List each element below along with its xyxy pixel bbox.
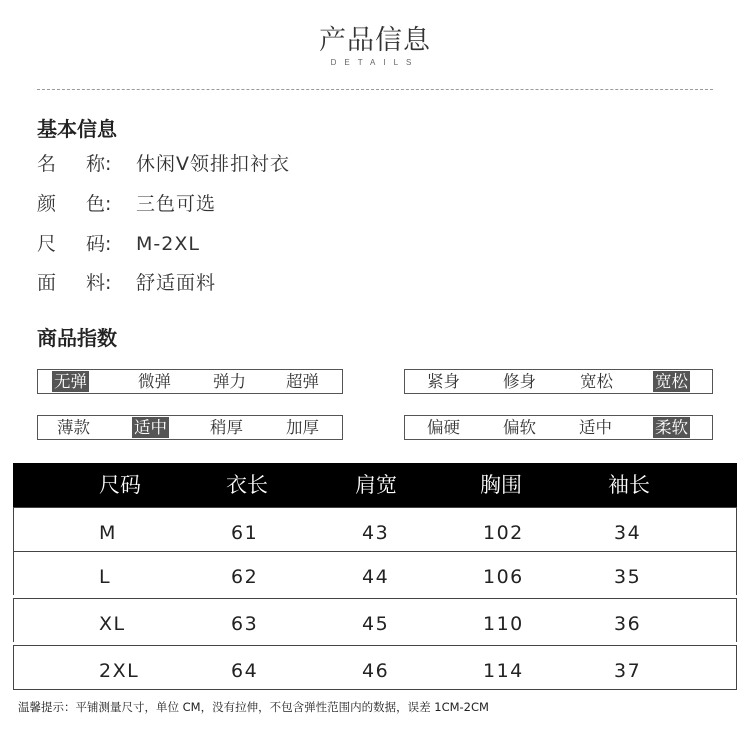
thickness-scale (37, 415, 343, 440)
scale-option: 紧身 (427, 372, 460, 391)
info-colon: : (105, 153, 112, 175)
table-cell: 64 (231, 660, 259, 682)
info-value: M-2XL (136, 233, 200, 255)
scale-option: 稍厚 (210, 418, 243, 437)
table-cell: 61 (231, 522, 259, 544)
table-cell: 2XL (99, 660, 140, 682)
table-cell: 36 (614, 613, 642, 635)
scale-option: 超弹 (286, 372, 319, 391)
column-header: 衣长 (226, 473, 268, 497)
scale-option: 加厚 (286, 418, 319, 437)
table-row (13, 507, 737, 551)
column-header: 肩宽 (355, 473, 397, 497)
table-cell: 62 (231, 566, 259, 588)
column-header: 袖长 (608, 473, 650, 497)
info-value: 三色可选 (136, 193, 217, 215)
table-cell: 44 (362, 566, 390, 588)
info-colon: : (105, 233, 112, 255)
info-key-char: 颜 (37, 193, 57, 215)
table-cell: 110 (483, 613, 524, 635)
scale-option: 偏硬 (427, 418, 460, 437)
table-row (13, 551, 737, 595)
info-key-char: 码 (86, 233, 106, 255)
table-cell: 102 (483, 522, 524, 544)
scale-option-selected: 适中 (134, 418, 167, 437)
info-key-char: 色 (86, 193, 106, 215)
table-cell: 45 (362, 613, 390, 635)
fit-scale (404, 369, 713, 394)
info-key-char: 称 (86, 153, 106, 175)
info-colon: : (105, 272, 112, 294)
table-row (13, 598, 737, 642)
scale-option: 微弹 (138, 372, 171, 391)
info-value: 舒适面料 (136, 272, 217, 294)
product-index-heading: 商品指数 (37, 326, 117, 350)
softness-scale (404, 415, 713, 440)
table-cell: M (99, 522, 117, 544)
table-cell: L (99, 566, 112, 588)
table-row (13, 645, 737, 690)
info-key-char: 尺 (37, 233, 57, 255)
dashed-divider (37, 89, 713, 90)
size-table-header (13, 463, 737, 507)
table-cell: 63 (231, 613, 259, 635)
scale-option: 适中 (579, 418, 612, 437)
scale-option: 偏软 (503, 418, 536, 437)
scale-option-selected: 柔软 (655, 418, 688, 437)
column-header: 尺码 (99, 473, 141, 497)
info-key-char: 面 (37, 272, 57, 294)
table-cell: 37 (614, 660, 642, 682)
info-key-char: 名 (37, 153, 57, 175)
basic-info-heading: 基本信息 (37, 117, 117, 141)
table-cell: 35 (614, 566, 642, 588)
scale-option: 修身 (503, 372, 536, 391)
scale-option: 薄款 (57, 418, 90, 437)
table-cell: 114 (483, 660, 524, 682)
scale-option-selected: 无弹 (54, 372, 87, 391)
page-subtitle: DETAILS (330, 58, 420, 67)
info-colon: : (105, 193, 112, 215)
page-title: 产品信息 (319, 25, 431, 56)
table-cell: 43 (362, 522, 390, 544)
info-key-char: 料 (86, 272, 106, 294)
elasticity-scale (37, 369, 343, 394)
measurement-note: 温馨提示：平铺测量尺寸，单位 CM，没有拉伸，不包含弹性范围内的数据，误差 1CM-2CM (18, 700, 489, 714)
scale-option: 弹力 (213, 372, 246, 391)
scale-option-selected: 宽松 (655, 372, 688, 391)
table-cell: 46 (362, 660, 390, 682)
table-cell: XL (99, 613, 126, 635)
info-value: 休闲V领排扣衬衣 (136, 153, 290, 175)
scale-option: 宽松 (580, 372, 613, 391)
column-header: 胸围 (480, 473, 522, 497)
table-cell: 34 (614, 522, 642, 544)
table-cell: 106 (483, 566, 524, 588)
